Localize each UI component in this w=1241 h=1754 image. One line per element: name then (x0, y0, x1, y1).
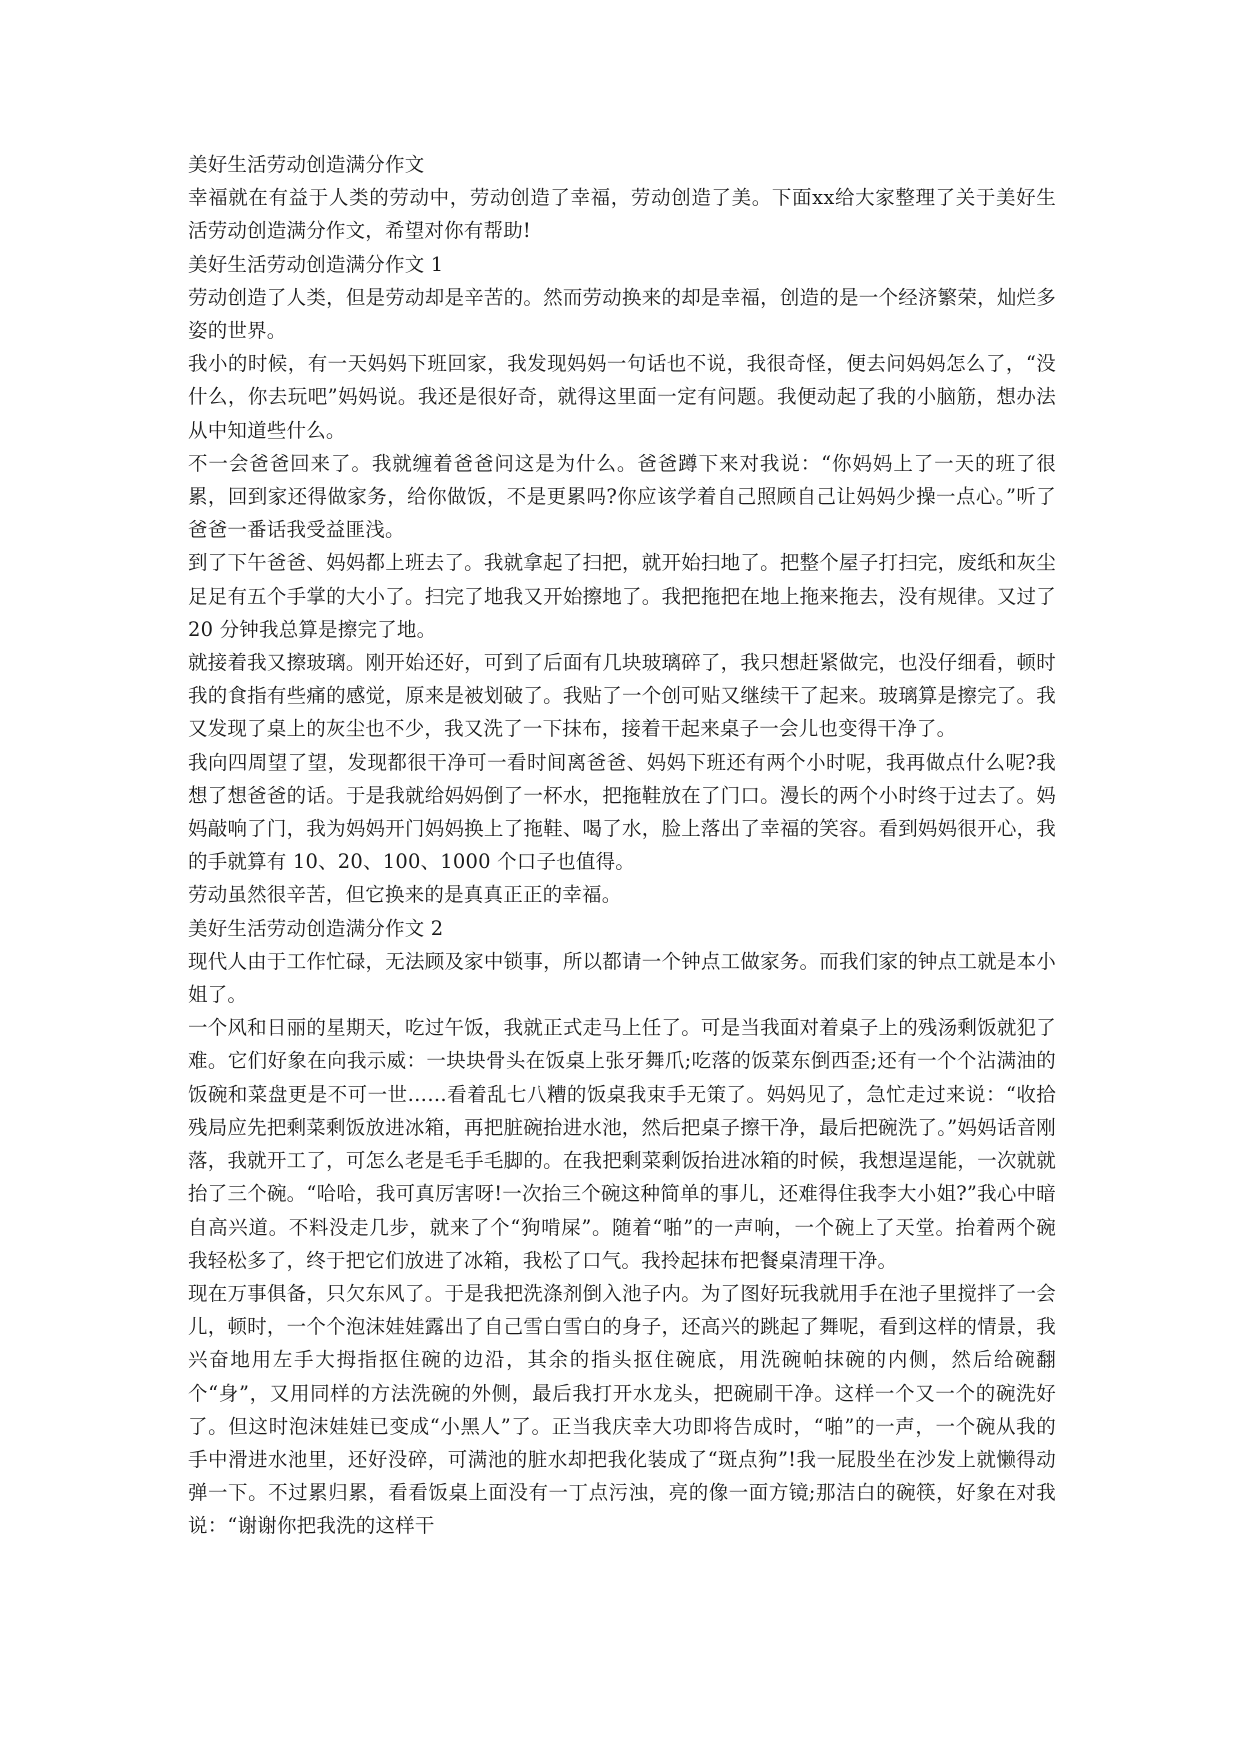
essay-1-paragraph: 我小的时候，有一天妈妈下班回家，我发现妈妈一句话也不说，我很奇怪，便去问妈妈怎么了，“没什么，你去玩吧”妈妈说。我还是很好奇，就得这里面一定有问题。我便动起了我的小脑筋，想办法从中知道些什么。 (188, 352, 1056, 442)
document-title: 美好生活劳动创造满分作文 (188, 153, 425, 176)
essay-1-paragraph: 我向四周望了望，发现都很干净可一看时间离爸爸、妈妈下班还有两个小时呢，我再做点什么呢?我想了想爸爸的话。于是我就给妈妈倒了一杯水，把拖鞋放在了门口。漫长的两个小时终于过去了。妈妈敲响了门，我为妈妈开门妈妈换上了拖鞋、喝了水，脸上落出了幸福的笑容。看到妈妈很开心，我的手就算有 10、20、100、1000 个口子也值得。 (188, 750, 1056, 874)
intro-paragraph: 幸福就在有益于人类的劳动中，劳动创造了幸福，劳动创造了美。下面xx给大家整理了关于美好生活劳动创造满分作文，希望对你有帮助! (188, 186, 1056, 243)
essay-2-paragraph: 现在万事俱备，只欠东风了。于是我把洗涤剂倒入池子内。为了图好玩我就用手在池子里搅拌了一会儿，顿时，一个个泡沫娃娃露出了自己雪白雪白的身子，还高兴的跳起了舞呢，看到这样的情景，我兴奋地用左手大拇指抠住碗的边沿，其余的指头抠住碗底，用洗碗帕抹碗的内侧，然后给碗翻个“身”，又用同样的方法洗碗的外侧，最后我打开水龙头，把碗刷干净。这样一个又一个的碗洗好了。但这时泡沫娃娃已变成“小黑人”了。正当我庆幸大功即将告成时，“啪”的一声，一个碗从我的手中滑进水池里，还好没碎，可满池的脏水却把我化装成了“斑点狗”!我一屁股坐在沙发上就懒得动弹一下。不过累归累，看看饭桌上面没有一丁点污浊，亮的像一面方镜;那洁白的碗筷，好象在对我说：“谢谢你把我洗的这样干 (188, 1281, 1056, 1538)
document-page (188, 148, 1056, 1543)
essay-1-heading: 美好生活劳动创造满分作文 1 (188, 252, 444, 276)
essay-2-heading: 美好生活劳动创造满分作文 2 (188, 916, 444, 940)
essay-1-paragraph: 劳动创造了人类，但是劳动却是辛苦的。然而劳动换来的却是幸福，创造的是一个经济繁荣，灿烂多姿的世界。 (188, 285, 1056, 343)
essay-1-paragraph: 到了下午爸爸、妈妈都上班去了。我就拿起了扫把，就开始扫地了。把整个屋子打扫完，废纸和灰尘足足有五个手掌的大小了。扫完了地我又开始擦地了。我把拖把在地上拖来拖去，没有规律。又过了 20 分钟我总算是擦完了地。 (188, 551, 1056, 641)
essay-1-paragraph: 不一会爸爸回来了。我就缠着爸爸问这是为什么。爸爸蹲下来对我说：“你妈妈上了一天的班了很累，回到家还得做家务，给你做饭，不是更累吗?你应该学着自己照顾自己让妈妈少操一点心。”听了爸爸一番话我受益匪浅。 (188, 451, 1056, 542)
essay-1-paragraph: 就接着我又擦玻璃。刚开始还好，可到了后面有几块玻璃碎了，我只想赶紧做完，也没仔细看，顿时我的食指有些痛的感觉，原来是被划破了。我贴了一个创可贴又继续干了起来。玻璃算是擦完了。我又发现了桌上的灰尘也不少，我又洗了一下抹布，接着干起来桌子一会儿也变得干净了。 (188, 651, 1056, 741)
essay-2-paragraph: 现代人由于工作忙碌，无法顾及家中锁事，所以都请一个钟点工做家务。而我们家的钟点工就是本小姐了。 (188, 949, 1056, 1007)
essay-2-paragraph: 一个风和日丽的星期天，吃过午饭，我就正式走马上任了。可是当我面对着桌子上的残汤剩饭就犯了难。它们好象在向我示威：一块块骨头在饭桌上张牙舞爪;吃落的饭菜东倒西歪;还有一个个沾满油的饭碗和菜盘更是不可一世……看着乱七八糟的饭桌我束手无策了。妈妈见了，急忙走过来说：“收拾残局应先把剩菜剩饭放进冰箱，再把脏碗抬进水池，然后把桌子擦干净，最后把碗洗了。”妈妈话音刚落，我就开工了，可怎么老是毛手毛脚的。在我把剩菜剩饭抬进冰箱的时候，我想逞逞能，一次就就抬了三个碗。“哈哈，我可真厉害呀!一次抬三个碗这种简单的事儿，还难得住我李大小姐?”我心中暗自高兴道。不料没走几步，就来了个“狗啃屎”。随着“啪”的一声响，一个碗上了天堂。抬着两个碗我轻松多了，终于把它们放进了冰箱，我松了口气。我拎起抹布把餐桌清理干净。 (188, 1016, 1056, 1272)
essay-1-paragraph: 劳动虽然很辛苦，但它换来的是真真正正的幸福。 (188, 883, 622, 907)
